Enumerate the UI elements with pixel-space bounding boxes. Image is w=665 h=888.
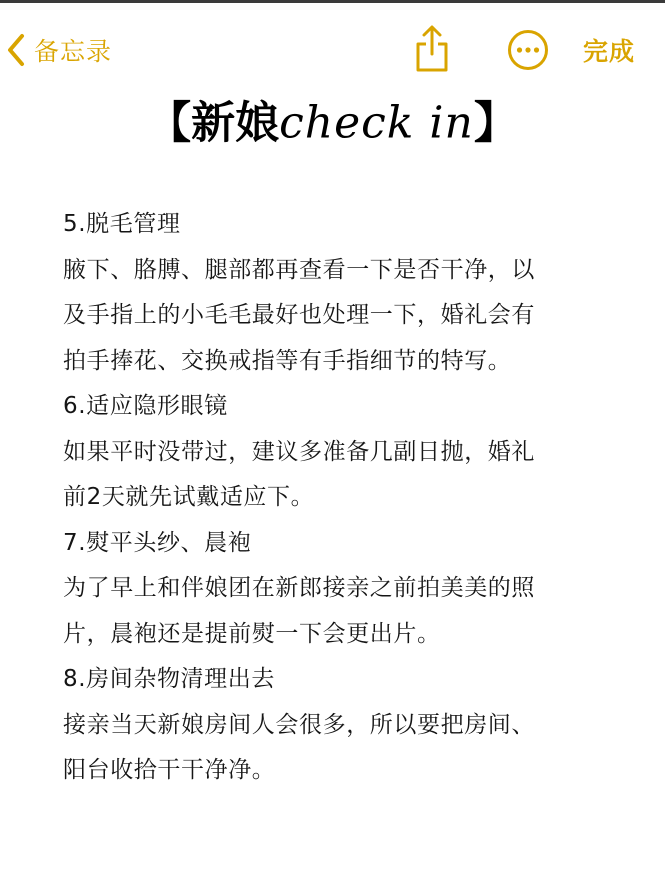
body-line: 及手指上的小毛毛最好也处理一下，婚礼会有	[63, 302, 535, 328]
chevron-left-icon	[6, 33, 26, 67]
note-toolbar	[0, 20, 665, 84]
share-button[interactable]	[412, 24, 452, 74]
back-button[interactable]	[6, 28, 112, 72]
body-line: 片，晨袍还是提前熨一下会更出片。	[63, 620, 441, 647]
note-title	[0, 93, 665, 154]
more-icon	[507, 29, 549, 71]
title-close-bracket: 】	[473, 97, 518, 149]
window-top-edge	[0, 0, 665, 3]
section-heading: 6.适应隐形眼镜	[63, 393, 228, 419]
done-button[interactable]: 完成	[583, 37, 636, 66]
body-line: 前2天就先试戴适应下。	[63, 484, 315, 510]
body-line: 阳台收拾干干净净。	[63, 757, 276, 783]
title-chinese: 新娘	[191, 97, 280, 149]
section-heading: 7.熨平头纱、晨袍	[63, 529, 252, 556]
back-label: 备忘录	[34, 37, 113, 66]
note-body[interactable]	[63, 202, 623, 794]
title-english: check in	[279, 97, 474, 149]
section-heading: 5.脱毛管理	[63, 211, 181, 237]
body-line: 如果平时没带过，建议多准备几副日抛，婚礼	[63, 438, 535, 465]
body-line: 拍手捧花、交换戒指等有手指细节的特写。	[63, 347, 512, 374]
body-line: 腋下、胳膊、腿部都再查看一下是否干净，以	[63, 256, 535, 283]
section-heading: 8.房间杂物清理出去	[63, 666, 275, 692]
body-line: 为了早上和伴娘团在新郎接亲之前拍美美的照	[63, 575, 535, 601]
share-icon	[412, 24, 452, 74]
more-button[interactable]	[507, 29, 549, 71]
body-line: 接亲当天新娘房间人会很多，所以要把房间、	[63, 711, 535, 738]
title-open-bracket: 【	[147, 97, 192, 149]
